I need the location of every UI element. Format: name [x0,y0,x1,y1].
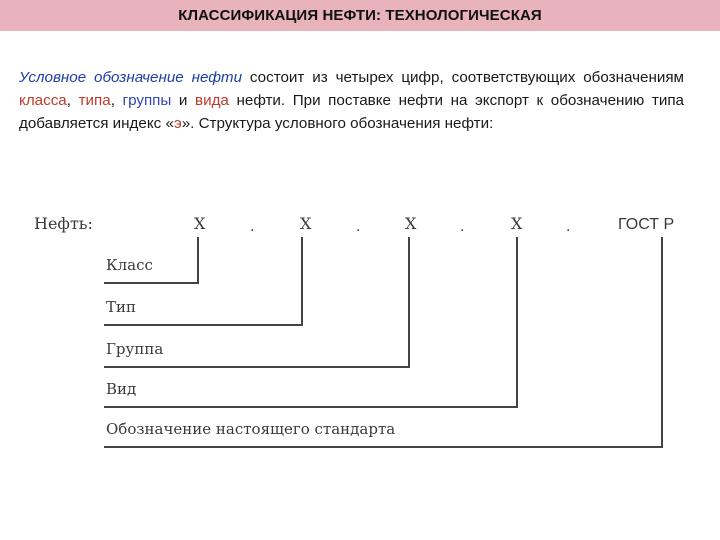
intro-sep-2: , [110,92,123,109]
standard-code: ГОСТ Р [618,216,675,233]
intro-sep-1: , [66,92,79,109]
separator-4: . [566,219,571,235]
placeholder-3: X [405,214,417,233]
intro-text-1: состоит из четырех цифр, соответствующих обозначениям [242,69,684,86]
label-group: Группа [106,340,164,358]
oil-designation-diagram [0,195,720,465]
separator-2: . [356,219,361,235]
intro-type: типа [78,92,111,109]
label-class: Класс [106,256,153,274]
intro-paragraph [19,66,684,135]
placeholder-2: X [300,214,312,233]
label-standard: Обозначение настоящего стандарта [106,420,396,438]
separator-3: . [460,219,465,235]
intro-group: группы [122,92,172,109]
page-title: КЛАССИФИКАЦИЯ НЕФТИ: ТЕХНОЛОГИЧЕСКАЯ [178,7,542,24]
title-bar [0,0,720,31]
diagram-lines [104,237,662,447]
placeholder-4: X [511,214,523,233]
intro-term: Условное обозначение нефти [19,69,243,86]
intro-index: э [173,115,182,132]
intro-kind: вида [195,92,229,109]
placeholder-1: X [194,214,206,233]
intro-text-2: нефти. При поставке нефти на экспорт к обозначению типа добавляется индекс « [19,92,684,132]
intro-text-3: ». Структура условного обозначения нефти: [181,115,494,132]
label-type: Тип [106,298,136,316]
diagram-svg [0,195,720,465]
line-kind [104,237,517,407]
line-standard [104,237,662,447]
separator-1: . [250,219,255,235]
intro-class: класса [19,92,67,109]
label-kind: Вид [106,380,137,398]
intro-and: и [171,92,196,109]
diagram-lead: Нефть: [34,214,93,233]
